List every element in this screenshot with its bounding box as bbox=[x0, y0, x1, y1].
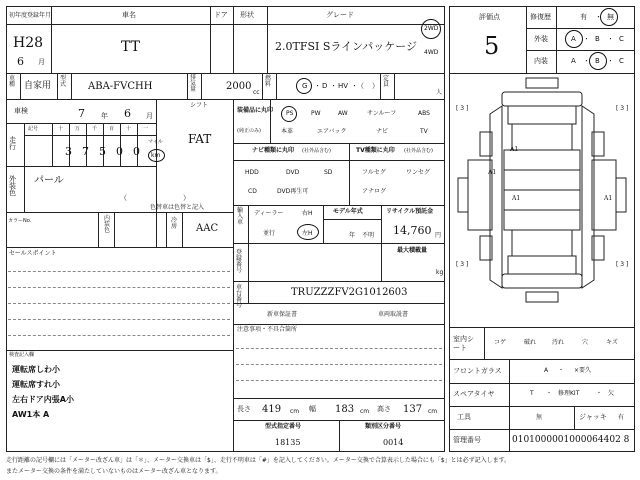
mileage-digit-2: 7 bbox=[82, 145, 89, 158]
glass-item-1: A bbox=[544, 367, 549, 374]
chassis-label: 車台番号 bbox=[236, 284, 243, 309]
notes-label: 注意事項・不具合箇所 bbox=[237, 326, 298, 333]
equip-leather: 本革 bbox=[281, 128, 294, 135]
repair-circle bbox=[600, 8, 618, 26]
spare-item-4: ・ bbox=[596, 390, 603, 397]
fuel-circle bbox=[296, 78, 312, 94]
repair-opt-3: 無 bbox=[607, 13, 614, 21]
ext-sep-1: ・ bbox=[583, 35, 590, 43]
int-sep-1: ・ bbox=[583, 57, 590, 65]
ext-sep-2: ・ bbox=[607, 35, 614, 43]
sales-point-label: セールスポイント bbox=[9, 250, 57, 257]
fuel-sep-1: ・ bbox=[314, 82, 321, 90]
color-value: パール bbox=[34, 175, 64, 186]
height-value: 137 bbox=[403, 404, 423, 415]
seat-item-2: 破れ bbox=[524, 339, 537, 346]
usage-value: 自家用 bbox=[24, 81, 52, 91]
color-label: 外装色 bbox=[9, 175, 16, 197]
length-unit: cm bbox=[290, 408, 300, 415]
equip-pw: PW bbox=[311, 110, 321, 117]
navi-dvd-play: DVD再生可 bbox=[277, 188, 309, 195]
navi-sd: SD bbox=[324, 169, 333, 176]
spare-item-2: ・ bbox=[546, 390, 553, 397]
year-label: 初年度登録年月 bbox=[9, 12, 52, 19]
first-reg-year: H28 bbox=[13, 35, 44, 51]
exterior-label: 外装 bbox=[534, 35, 548, 43]
usage-label: 車種 bbox=[9, 75, 16, 88]
damage-label-3: A1 bbox=[512, 195, 521, 202]
equip-navi: ナビ bbox=[376, 128, 389, 135]
mile-label: マイル bbox=[148, 139, 163, 145]
score-label: 評価点 bbox=[479, 13, 500, 21]
inspector-note-4: AW1本 A bbox=[12, 410, 50, 419]
tool-value: 無 bbox=[536, 414, 543, 421]
left-hand-circle bbox=[297, 224, 319, 240]
damage-label-1: A1 bbox=[488, 169, 497, 176]
equip-sunroof: サンルーフ bbox=[367, 110, 397, 117]
color-no-label: カラーNo. bbox=[8, 218, 32, 224]
equip-abs: ABS bbox=[418, 110, 430, 117]
inspector-label: 検査記入欄 bbox=[9, 352, 35, 358]
bracket-right-bottom: [ 3 ] bbox=[616, 261, 629, 268]
score-value: 5 bbox=[484, 32, 500, 60]
model-year-label: モデル年式 bbox=[333, 208, 363, 215]
equip-ps: PS bbox=[286, 110, 294, 117]
fuel-opt-d: D bbox=[322, 82, 328, 90]
inspection-year: 7 bbox=[78, 107, 85, 120]
control-value: 0101000001000064402 8 bbox=[512, 435, 630, 445]
mileage-label: 走行 bbox=[9, 136, 16, 151]
bracket-left-bottom: [ 3 ] bbox=[456, 261, 469, 268]
reg-no-label: 登録番号 bbox=[236, 249, 243, 274]
tv-sub: (社外品含む) bbox=[404, 148, 433, 154]
fuel-label: 燃料 bbox=[265, 75, 272, 88]
seat-item-4: 穴 bbox=[582, 339, 589, 346]
bracket-right-top: [ 3 ] bbox=[616, 105, 629, 112]
inspector-note-1: 運転席しわ小 bbox=[12, 365, 60, 374]
shift-value: FAT bbox=[188, 132, 212, 146]
import-right: 右H bbox=[302, 210, 313, 217]
tv-fullseg: フルセグ bbox=[362, 169, 386, 176]
interior-circle bbox=[589, 52, 607, 70]
car-name-label: 車名 bbox=[122, 11, 136, 19]
inspection-month-unit: 月 bbox=[146, 112, 153, 120]
spare-item-1: T bbox=[530, 390, 534, 397]
manual: 車両取説書 bbox=[378, 311, 409, 318]
equip-aw: AW bbox=[338, 110, 348, 117]
recycle-unit: 円 bbox=[435, 232, 442, 239]
new-car-warranty: 新車保証書 bbox=[267, 311, 298, 318]
capacity-label: 定員 bbox=[383, 75, 390, 88]
bracket-left-top: [ 3 ] bbox=[456, 105, 469, 112]
model-label: 型式 bbox=[60, 75, 67, 88]
fuel-paren-close: ） bbox=[372, 82, 379, 90]
recycle-value: 14,760 bbox=[393, 224, 432, 237]
mileage-h-4: 百 bbox=[109, 126, 115, 132]
ext-opt-a: A bbox=[571, 35, 576, 43]
import-other: 並行 bbox=[263, 230, 276, 237]
tv-analog: アナログ bbox=[362, 188, 387, 195]
fuel-opt-g: G bbox=[302, 82, 308, 90]
seat-item-3: 汚れ bbox=[552, 339, 565, 346]
width-unit: cm bbox=[360, 408, 370, 415]
int-opt-c: C bbox=[619, 57, 624, 65]
door-label: ドア bbox=[214, 11, 228, 19]
jack-value: 有 bbox=[618, 414, 625, 421]
exterior-circle bbox=[565, 30, 583, 48]
grade-label: グレード bbox=[326, 11, 354, 19]
mileage-note: 記号 bbox=[28, 126, 39, 132]
int-opt-b: B bbox=[595, 57, 600, 65]
navi-cd: CD bbox=[248, 188, 257, 195]
mileage-h-1: 十 bbox=[58, 126, 64, 132]
ac-value: AAC bbox=[196, 223, 219, 234]
mileage-h-5: 十 bbox=[126, 126, 132, 132]
displacement-label: 排気量 bbox=[190, 74, 197, 93]
inspection-year-unit: 年 bbox=[101, 112, 108, 120]
equip-tv: TV bbox=[420, 128, 428, 135]
tool-label: 工具 bbox=[457, 413, 471, 421]
model-value: ABA-FVCHH bbox=[88, 81, 153, 92]
seat-label: 室内シート bbox=[453, 335, 474, 353]
type-no-label: 型式指定番号 bbox=[265, 423, 302, 430]
seat-item-5: キズ bbox=[606, 339, 618, 346]
int-sep-2: ・ bbox=[607, 57, 614, 65]
grade-value: 2.0TFSI Sラインパッケージ bbox=[275, 40, 418, 53]
shape-label: 形状 bbox=[240, 11, 254, 19]
footer-line-2: またメーター交換の条件を満たしていないものはメーター改ざん車となります。 bbox=[6, 468, 222, 475]
interior-color-label: 内装色 bbox=[104, 215, 111, 234]
type-no-value: 18135 bbox=[275, 438, 301, 447]
navi-sub: (社外品含む) bbox=[302, 148, 331, 154]
cc-unit: cc bbox=[253, 89, 260, 96]
color-note: 色替車は色替と記入 bbox=[150, 204, 205, 211]
seat-item-1: コゲ bbox=[494, 339, 507, 346]
displacement-value: 2000 bbox=[226, 81, 252, 92]
glass-item-2: ・ bbox=[558, 367, 565, 374]
category-no-label: 類別区分番号 bbox=[365, 423, 402, 430]
tv-oneseg: ワンセグ bbox=[406, 169, 431, 176]
km-label: km bbox=[151, 152, 161, 159]
navi-dvd: DVD bbox=[286, 169, 300, 176]
height-label: 高さ bbox=[377, 405, 391, 413]
shift-label: シフト bbox=[190, 102, 209, 109]
ac-label: 冷房 bbox=[171, 217, 178, 230]
length-value: 419 bbox=[262, 404, 282, 415]
spare-label: スペアタイヤ bbox=[453, 390, 495, 398]
damage-label-2: A1 bbox=[510, 146, 519, 153]
repair-opt-2: ・ bbox=[595, 13, 602, 21]
height-unit: cm bbox=[428, 408, 438, 415]
mileage-h-3: 千 bbox=[92, 126, 98, 132]
fuel-paren-open: （ bbox=[357, 82, 364, 90]
footer-line-1: 走行距離の記号欄には「メーター改ざん車」は「＊」、メーター交換車は「$」、走行不明車は「#」を記入してください。メーター交換で合算表示した場合にも「$」とは必ず記入します。 bbox=[6, 457, 511, 464]
color-paren: （ ） bbox=[120, 194, 190, 202]
glass-label: フロントガラス bbox=[453, 367, 502, 375]
capacity-unit: 人 bbox=[436, 89, 443, 96]
mileage-digit-4: 0 bbox=[116, 145, 123, 158]
equip-airbag: エアバック bbox=[317, 128, 347, 135]
equipment-sub: (純正のみ) bbox=[237, 128, 261, 134]
fuel-sep-2: ・ bbox=[330, 82, 337, 90]
chassis-value: TRUZZZFV2G1012603 bbox=[291, 287, 408, 298]
drive-alt: 4WD bbox=[424, 49, 439, 56]
category-no-value: 0014 bbox=[383, 438, 404, 447]
first-reg-month: 6 bbox=[17, 55, 24, 68]
mileage-digit-3: 5 bbox=[99, 145, 106, 158]
max-load-unit: kg bbox=[436, 269, 444, 276]
fuel-sep-3: ・ bbox=[351, 82, 358, 90]
inspector-note-3: 左右ドア内張A小 bbox=[12, 395, 74, 404]
spare-item-3: 修理KIT bbox=[558, 390, 580, 397]
ext-opt-b: B bbox=[595, 35, 600, 43]
inspector-note-2: 運転席すれ小 bbox=[12, 380, 60, 389]
max-load-label: 最大積載量 bbox=[397, 247, 428, 254]
import-dealer: ディーラー bbox=[254, 210, 284, 217]
inspection-month: 6 bbox=[124, 107, 131, 120]
int-opt-a: A bbox=[571, 57, 576, 65]
ext-opt-c: C bbox=[619, 35, 624, 43]
length-label: 長さ bbox=[237, 405, 251, 413]
inspection-label: 車検 bbox=[14, 107, 28, 115]
fuel-opt-hv: HV bbox=[338, 82, 349, 90]
width-value: 183 bbox=[335, 404, 355, 415]
damage-label-4: A1 bbox=[604, 195, 613, 202]
recycle-label: リサイクル預託金 bbox=[386, 208, 434, 215]
equipment-label: 装備品に丸印 bbox=[237, 107, 274, 114]
model-year-unit: 年 bbox=[349, 232, 356, 239]
ps-circle bbox=[281, 106, 297, 122]
tv-header: TV種類に丸印 bbox=[356, 147, 395, 154]
import-label: 輸入車 bbox=[237, 207, 244, 226]
repair-label: 修復歴 bbox=[530, 13, 551, 21]
mileage-h-6: 一 bbox=[143, 126, 149, 132]
glass-item-3: ×要久 bbox=[574, 367, 592, 374]
navi-header: ナビ種類に丸印 bbox=[252, 147, 295, 154]
mileage-h-2: 万 bbox=[75, 126, 81, 132]
control-label: 管理番号 bbox=[453, 436, 481, 444]
repair-opt-1: 有 bbox=[580, 13, 587, 21]
jack-label: ジャッキ bbox=[579, 413, 607, 421]
car-name-value: TT bbox=[121, 39, 140, 55]
mileage-digit-1: 3 bbox=[65, 145, 72, 158]
mileage-digit-5: 0 bbox=[133, 145, 140, 158]
interior-label: 内装 bbox=[534, 57, 548, 65]
width-label: 幅 bbox=[309, 405, 316, 413]
model-year-unknown: 不明 bbox=[362, 232, 375, 239]
month-unit: 月 bbox=[38, 58, 45, 66]
drive-value: 2WD bbox=[424, 25, 439, 32]
spare-item-5: 欠 bbox=[608, 390, 615, 397]
import-left: 左H bbox=[302, 230, 313, 237]
navi-hdd: HDD bbox=[245, 169, 259, 176]
